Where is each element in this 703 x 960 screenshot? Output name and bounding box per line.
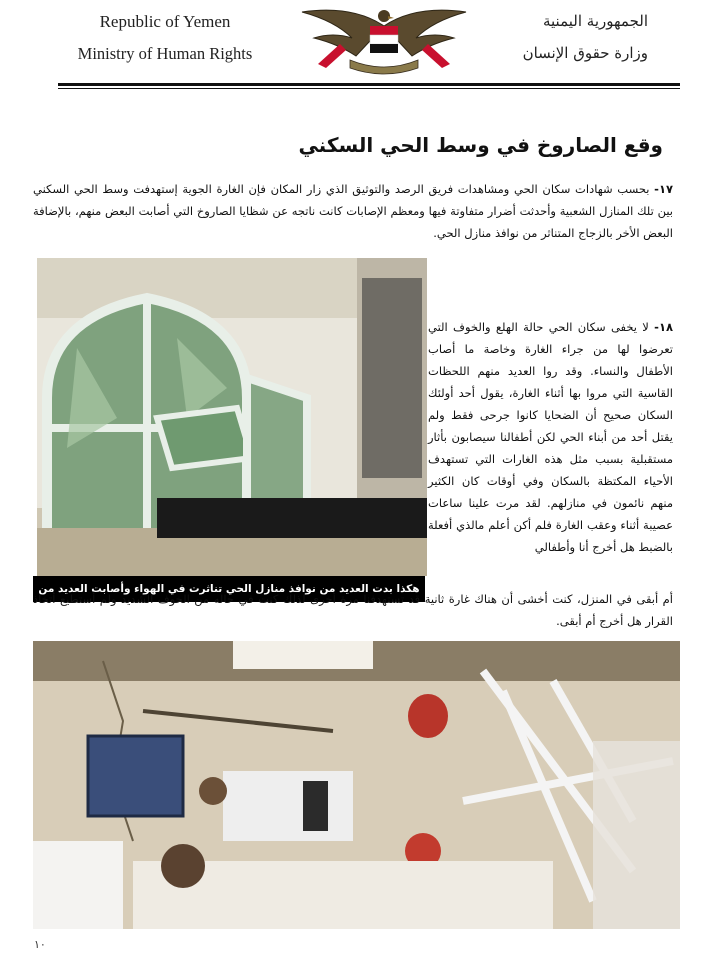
paragraph-18-continuation: أم أبقى في المنزل، كنت أخشى أن هناك غارة ثانية قد تستهدفنا مرة أخرى لذلك كنت في حاله من الخوف الشديد ولم أستطيع أتخاذ القرار هل أخرج أم أبقى. [33,592,673,628]
paragraph-17-text: بحسب شهادات سكان الحي ومشاهدات فريق الرصد والتوثيق الذي زار المكان فإن الغارة الجوية إستهدفت وسط الحي السكني بين تلك المنازل الشعبية وأحدثت أضرار متفاوتة فيها ومعظم الإصابات كانت ناتجه عن شظايا الصاروخ التي أصابت البعض منهم، بالإضافة البعض الأخر بالزجاج المتناثر من نوافذ منازل الحي. [33,182,673,240]
header-arabic-line2: وزارة حقوق الإنسان [522,44,648,62]
paragraph-18-number: ١٨- [654,320,673,334]
page-number: ١٠ [34,938,46,951]
photo-shattered-window [37,258,427,576]
paragraph-18 [428,316,673,558]
yemen-eagle-emblem [300,4,468,78]
paragraph-17 [33,178,673,244]
paragraph-18-text: لا يخفى سكان الحي حالة الهلع والخوف التي تعرضوا لها من جراء الغارة وخاصة ما أصاب الأطفال والنساء. وقد روا العديد منهم اللحظات القاسية التي مروا بها أثناء الغارة، يقول أحد أولئك السكان صحيح أن الضحايا كانوا جرحى فقط ولم يقتل أحد من أبناء الحي لكن أطفالنا سيصابون بأثار مستقبلية بسبب مثل هذه الغارات التي تستهدف الأحياء المكتظة بالسكان وفي أوقات كان الكثير منهم نائمون في منازلهم. لقد مرت علينا ساعات عصيبة أثناء وعقب الغارة فلم أكن أعلم مالذي أفعلة بالضبط هل أخرج أنا وأطفالي [428,320,673,554]
header-english-line2: Ministry of Human Rights [77,44,253,63]
photo-damaged-room [33,641,680,929]
header-divider-thick [58,83,680,86]
header-divider-thin [58,88,680,89]
header-english-line1: Republic of Yemen [99,12,231,31]
section-title: وقع الصاروخ في وسط الحي السكني [298,133,663,157]
paragraph-17-number: ١٧- [654,182,673,196]
header-arabic-line1: الجمهورية اليمنية [542,12,648,30]
photo-caption: هكذا بدت العديد من نوافذ منازل الحي تناثرت في الهواء وأصابت العديد من السكان [33,576,425,602]
